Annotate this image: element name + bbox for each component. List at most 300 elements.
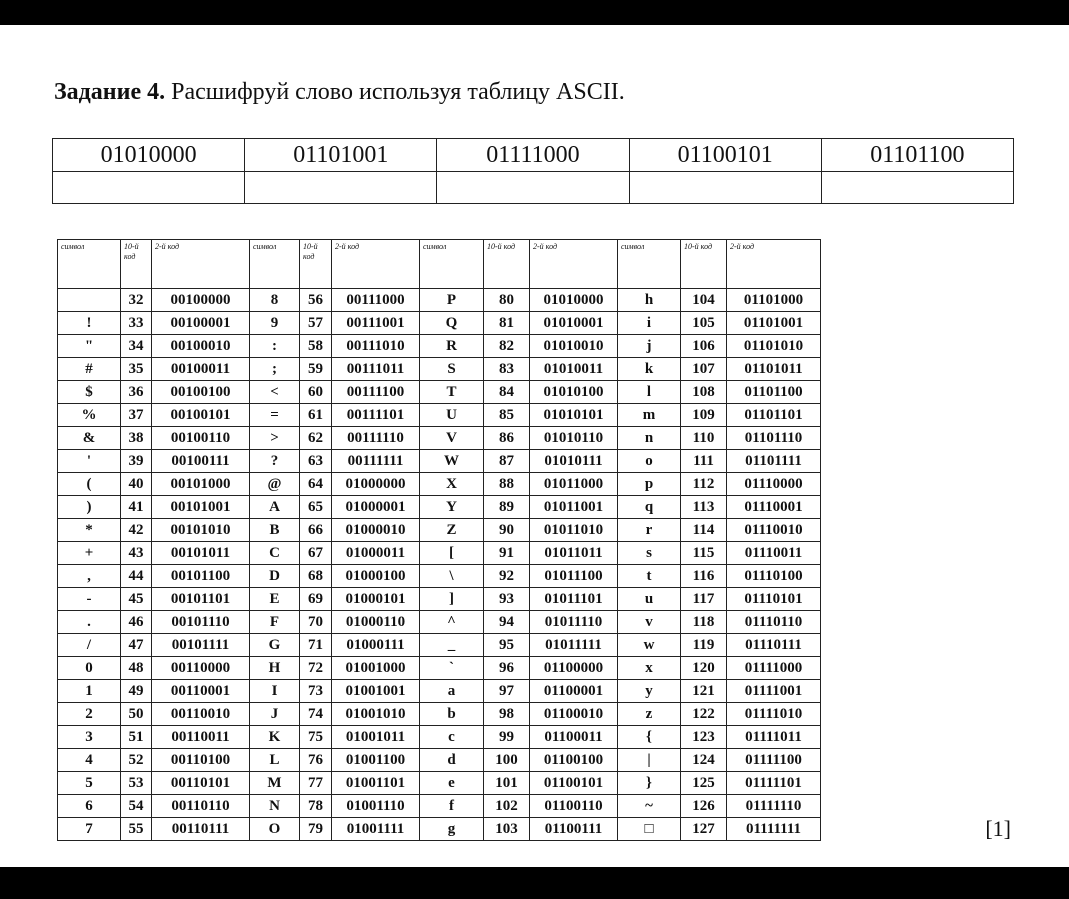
ascii-binary: 01011000 (530, 473, 618, 496)
decimal-code-header: 10-й код (300, 240, 332, 289)
ascii-symbol: , (58, 565, 121, 588)
ascii-symbol: - (58, 588, 121, 611)
ascii-symbol: & (58, 427, 121, 450)
ascii-decimal: 78 (300, 795, 332, 818)
ascii-binary: 01111011 (727, 726, 821, 749)
ascii-decimal: 45 (121, 588, 152, 611)
ascii-decimal: 64 (300, 473, 332, 496)
ascii-decimal: 86 (484, 427, 530, 450)
ascii-binary: 01001000 (332, 657, 420, 680)
ascii-decimal: 108 (681, 381, 727, 404)
ascii-binary: 00100010 (152, 335, 250, 358)
ascii-symbol: ] (420, 588, 484, 611)
ascii-binary: 00110001 (152, 680, 250, 703)
ascii-symbol: q (618, 496, 681, 519)
ascii-binary: 01010100 (530, 381, 618, 404)
ascii-symbol: J (250, 703, 300, 726)
ascii-decimal: 111 (681, 450, 727, 473)
table-row (58, 657, 821, 680)
ascii-symbol: u (618, 588, 681, 611)
ascii-symbol: + (58, 542, 121, 565)
binary-code-header: 2-й код (332, 240, 420, 289)
ascii-symbol: O (250, 818, 300, 841)
ascii-binary: 00110011 (152, 726, 250, 749)
ascii-decimal: 42 (121, 519, 152, 542)
ascii-decimal: 43 (121, 542, 152, 565)
ascii-binary: 00110100 (152, 749, 250, 772)
ascii-symbol: l (618, 381, 681, 404)
ascii-decimal: 87 (484, 450, 530, 473)
ascii-decimal: 63 (300, 450, 332, 473)
ascii-decimal: 112 (681, 473, 727, 496)
ascii-binary: 01100001 (530, 680, 618, 703)
ascii-binary: 00101111 (152, 634, 250, 657)
ascii-symbol: _ (420, 634, 484, 657)
ascii-symbol: □ (618, 818, 681, 841)
ascii-binary: 00111010 (332, 335, 420, 358)
ascii-decimal: 91 (484, 542, 530, 565)
ascii-binary: 01010001 (530, 312, 618, 335)
ascii-symbol: 0 (58, 657, 121, 680)
binary-codes-row (53, 139, 1014, 172)
binary-code-cell: 01111000 (437, 139, 629, 172)
ascii-decimal: 80 (484, 289, 530, 312)
answer-row (53, 172, 1014, 204)
answer-cell[interactable] (629, 172, 821, 204)
ascii-symbol: S (420, 358, 484, 381)
ascii-binary: 01111001 (727, 680, 821, 703)
ascii-binary: 00100101 (152, 404, 250, 427)
ascii-symbol: 9 (250, 312, 300, 335)
ascii-symbol: 6 (58, 795, 121, 818)
symbol-header: символ (250, 240, 300, 289)
ascii-binary: 00111001 (332, 312, 420, 335)
ascii-binary: 01110001 (727, 496, 821, 519)
binary-word-table (52, 138, 1014, 204)
ascii-decimal: 113 (681, 496, 727, 519)
ascii-symbol: m (618, 404, 681, 427)
decimal-code-header: 10-й код (484, 240, 530, 289)
ascii-symbol: % (58, 404, 121, 427)
ascii-binary: 01111110 (727, 795, 821, 818)
ascii-symbol: b (420, 703, 484, 726)
ascii-symbol: ) (58, 496, 121, 519)
ascii-symbol: p (618, 473, 681, 496)
ascii-decimal: 36 (121, 381, 152, 404)
ascii-binary: 01000100 (332, 565, 420, 588)
ascii-binary: 01110111 (727, 634, 821, 657)
task-label: Задание 4. (54, 79, 166, 105)
decimal-code-header: 10-й код (121, 240, 152, 289)
ascii-decimal: 73 (300, 680, 332, 703)
ascii-decimal: 90 (484, 519, 530, 542)
ascii-symbol: 1 (58, 680, 121, 703)
ascii-symbol: C (250, 542, 300, 565)
ascii-symbol: \ (420, 565, 484, 588)
ascii-symbol: y (618, 680, 681, 703)
ascii-symbol: E (250, 588, 300, 611)
ascii-symbol: w (618, 634, 681, 657)
ascii-symbol: n (618, 427, 681, 450)
task-text: Расшифруй слово используя таблицу ASCII. (165, 79, 625, 105)
ascii-decimal: 99 (484, 726, 530, 749)
ascii-binary: 01110101 (727, 588, 821, 611)
ascii-symbol: r (618, 519, 681, 542)
ascii-decimal: 75 (300, 726, 332, 749)
ascii-symbol: Q (420, 312, 484, 335)
ascii-binary: 01111100 (727, 749, 821, 772)
ascii-decimal: 55 (121, 818, 152, 841)
ascii-decimal: 124 (681, 749, 727, 772)
ascii-binary: 01011011 (530, 542, 618, 565)
ascii-symbol: i (618, 312, 681, 335)
ascii-decimal: 59 (300, 358, 332, 381)
ascii-binary: 01101000 (727, 289, 821, 312)
ascii-binary: 00101011 (152, 542, 250, 565)
ascii-binary: 01100111 (530, 818, 618, 841)
ascii-binary: 01110011 (727, 542, 821, 565)
ascii-symbol: . (58, 611, 121, 634)
ascii-binary: 00101110 (152, 611, 250, 634)
table-row (58, 427, 821, 450)
ascii-decimal: 92 (484, 565, 530, 588)
ascii-decimal: 115 (681, 542, 727, 565)
ascii-decimal: 35 (121, 358, 152, 381)
table-row (58, 450, 821, 473)
symbol-header: символ (420, 240, 484, 289)
ascii-symbol: 8 (250, 289, 300, 312)
ascii-symbol: < (250, 381, 300, 404)
table-row (58, 358, 821, 381)
ascii-symbol: 2 (58, 703, 121, 726)
ascii-binary: 01010101 (530, 404, 618, 427)
ascii-symbol: / (58, 634, 121, 657)
ascii-binary: 01111101 (727, 772, 821, 795)
ascii-binary: 01001111 (332, 818, 420, 841)
ascii-decimal: 74 (300, 703, 332, 726)
ascii-binary: 00111110 (332, 427, 420, 450)
ascii-symbol: > (250, 427, 300, 450)
ascii-symbol: U (420, 404, 484, 427)
ascii-binary: 01100010 (530, 703, 618, 726)
ascii-symbol: k (618, 358, 681, 381)
ascii-binary: 01100011 (530, 726, 618, 749)
ascii-decimal: 60 (300, 381, 332, 404)
ascii-symbol: ~ (618, 795, 681, 818)
ascii-decimal: 81 (484, 312, 530, 335)
ascii-symbol: = (250, 404, 300, 427)
ascii-binary: 01111010 (727, 703, 821, 726)
ascii-binary: 01000000 (332, 473, 420, 496)
ascii-binary: 01001001 (332, 680, 420, 703)
ascii-decimal: 125 (681, 772, 727, 795)
ascii-decimal: 76 (300, 749, 332, 772)
ascii-binary: 01101010 (727, 335, 821, 358)
ascii-decimal: 97 (484, 680, 530, 703)
ascii-decimal: 103 (484, 818, 530, 841)
ascii-binary: 01110000 (727, 473, 821, 496)
table-row (58, 588, 821, 611)
ascii-binary: 00110110 (152, 795, 250, 818)
ascii-decimal: 120 (681, 657, 727, 680)
ascii-symbol: j (618, 335, 681, 358)
ascii-symbol: I (250, 680, 300, 703)
ascii-binary: 01001100 (332, 749, 420, 772)
ascii-binary: 01010000 (530, 289, 618, 312)
ascii-symbol: " (58, 335, 121, 358)
ascii-symbol: e (420, 772, 484, 795)
ascii-decimal: 79 (300, 818, 332, 841)
ascii-decimal: 54 (121, 795, 152, 818)
ascii-binary: 00111100 (332, 381, 420, 404)
ascii-symbol: ; (250, 358, 300, 381)
ascii-binary: 00100011 (152, 358, 250, 381)
ascii-binary: 00100001 (152, 312, 250, 335)
ascii-symbol: d (420, 749, 484, 772)
ascii-decimal: 39 (121, 450, 152, 473)
ascii-decimal: 110 (681, 427, 727, 450)
ascii-binary: 01011100 (530, 565, 618, 588)
ascii-symbol: V (420, 427, 484, 450)
ascii-symbol: v (618, 611, 681, 634)
ascii-binary: 00100000 (152, 289, 250, 312)
ascii-symbol: L (250, 749, 300, 772)
ascii-binary: 00111000 (332, 289, 420, 312)
ascii-decimal: 93 (484, 588, 530, 611)
ascii-decimal: 38 (121, 427, 152, 450)
ascii-decimal: 127 (681, 818, 727, 841)
ascii-decimal: 121 (681, 680, 727, 703)
worksheet-page (0, 25, 1069, 867)
ascii-symbol: 5 (58, 772, 121, 795)
binary-code-cell: 01010000 (53, 139, 245, 172)
ascii-binary: 01010110 (530, 427, 618, 450)
ascii-symbol: : (250, 335, 300, 358)
ascii-decimal: 77 (300, 772, 332, 795)
ascii-binary: 01000111 (332, 634, 420, 657)
ascii-symbol: z (618, 703, 681, 726)
ascii-decimal: 32 (121, 289, 152, 312)
table-row (58, 565, 821, 588)
ascii-decimal: 56 (300, 289, 332, 312)
ascii-decimal: 68 (300, 565, 332, 588)
ascii-binary: 00101010 (152, 519, 250, 542)
ascii-decimal: 52 (121, 749, 152, 772)
ascii-symbol: o (618, 450, 681, 473)
ascii-decimal: 37 (121, 404, 152, 427)
ascii-symbol: ` (420, 657, 484, 680)
ascii-decimal: 98 (484, 703, 530, 726)
ascii-decimal: 104 (681, 289, 727, 312)
ascii-decimal: 94 (484, 611, 530, 634)
ascii-binary: 01101011 (727, 358, 821, 381)
ascii-decimal: 47 (121, 634, 152, 657)
ascii-binary: 01011110 (530, 611, 618, 634)
ascii-symbol: t (618, 565, 681, 588)
ascii-decimal: 119 (681, 634, 727, 657)
ascii-decimal: 67 (300, 542, 332, 565)
ascii-binary: 01010011 (530, 358, 618, 381)
ascii-symbol: f (420, 795, 484, 818)
table-row (58, 542, 821, 565)
ascii-binary: 01001010 (332, 703, 420, 726)
decimal-code-header: 10-й код (681, 240, 727, 289)
ascii-symbol: x (618, 657, 681, 680)
ascii-binary: 00110010 (152, 703, 250, 726)
ascii-symbol: G (250, 634, 300, 657)
ascii-symbol: [ (420, 542, 484, 565)
ascii-decimal: 105 (681, 312, 727, 335)
ascii-decimal: 70 (300, 611, 332, 634)
ascii-decimal: 88 (484, 473, 530, 496)
binary-code-cell: 01101001 (245, 139, 437, 172)
ascii-binary: 01110100 (727, 565, 821, 588)
ascii-binary: 01010111 (530, 450, 618, 473)
ascii-binary: 01101101 (727, 404, 821, 427)
ascii-binary: 01111000 (727, 657, 821, 680)
ascii-binary: 00110111 (152, 818, 250, 841)
ascii-decimal: 48 (121, 657, 152, 680)
answer-cell[interactable] (53, 172, 245, 204)
ascii-decimal: 109 (681, 404, 727, 427)
ascii-binary: 01101111 (727, 450, 821, 473)
symbol-header: символ (618, 240, 681, 289)
answer-cell[interactable] (437, 172, 629, 204)
ascii-symbol: { (618, 726, 681, 749)
ascii-binary: 01000010 (332, 519, 420, 542)
binary-code-header: 2-й код (152, 240, 250, 289)
ascii-binary: 01011111 (530, 634, 618, 657)
ascii-binary: 00100110 (152, 427, 250, 450)
ascii-decimal: 46 (121, 611, 152, 634)
ascii-decimal: 34 (121, 335, 152, 358)
ascii-decimal: 102 (484, 795, 530, 818)
table-row (58, 289, 821, 312)
ascii-decimal: 118 (681, 611, 727, 634)
ascii-decimal: 51 (121, 726, 152, 749)
ascii-decimal: 123 (681, 726, 727, 749)
ascii-binary: 01001011 (332, 726, 420, 749)
table-row (58, 312, 821, 335)
table-row (58, 634, 821, 657)
ascii-decimal: 106 (681, 335, 727, 358)
ascii-decimal: 95 (484, 634, 530, 657)
ascii-binary: 01000110 (332, 611, 420, 634)
ascii-decimal: 44 (121, 565, 152, 588)
ascii-symbol: M (250, 772, 300, 795)
ascii-decimal: 33 (121, 312, 152, 335)
ascii-symbol (58, 289, 121, 312)
ascii-symbol: ! (58, 312, 121, 335)
ascii-decimal: 96 (484, 657, 530, 680)
ascii-symbol: Z (420, 519, 484, 542)
ascii-binary: 01100110 (530, 795, 618, 818)
ascii-binary: 01011101 (530, 588, 618, 611)
ascii-binary: 01011010 (530, 519, 618, 542)
ascii-symbol: H (250, 657, 300, 680)
ascii-binary: 01001110 (332, 795, 420, 818)
ascii-symbol: h (618, 289, 681, 312)
ascii-symbol: } (618, 772, 681, 795)
ascii-decimal: 69 (300, 588, 332, 611)
ascii-symbol: P (420, 289, 484, 312)
ascii-symbol: | (618, 749, 681, 772)
ascii-binary: 01100100 (530, 749, 618, 772)
table-row (58, 772, 821, 795)
ascii-decimal: 61 (300, 404, 332, 427)
binary-code-cell: 01101100 (821, 139, 1013, 172)
ascii-symbol: s (618, 542, 681, 565)
ascii-symbol: 4 (58, 749, 121, 772)
ascii-decimal: 85 (484, 404, 530, 427)
ascii-symbol: W (420, 450, 484, 473)
ascii-binary: 00101100 (152, 565, 250, 588)
ascii-decimal: 62 (300, 427, 332, 450)
ascii-symbol: F (250, 611, 300, 634)
ascii-binary: 01101110 (727, 427, 821, 450)
ascii-binary: 01000011 (332, 542, 420, 565)
answer-cell[interactable] (821, 172, 1013, 204)
binary-code-cell: 01100101 (629, 139, 821, 172)
ascii-binary: 01100101 (530, 772, 618, 795)
table-row (58, 335, 821, 358)
ascii-decimal: 66 (300, 519, 332, 542)
table-row (58, 680, 821, 703)
ascii-binary: 00101001 (152, 496, 250, 519)
ascii-decimal: 116 (681, 565, 727, 588)
ascii-binary: 00110101 (152, 772, 250, 795)
ascii-binary: 01110110 (727, 611, 821, 634)
ascii-decimal: 58 (300, 335, 332, 358)
ascii-decimal: 83 (484, 358, 530, 381)
ascii-symbol: D (250, 565, 300, 588)
ascii-symbol: K (250, 726, 300, 749)
ascii-symbol: 7 (58, 818, 121, 841)
ascii-decimal: 122 (681, 703, 727, 726)
table-row (58, 726, 821, 749)
ascii-binary: 00111011 (332, 358, 420, 381)
ascii-binary: 01111111 (727, 818, 821, 841)
ascii-decimal: 114 (681, 519, 727, 542)
ascii-symbol: # (58, 358, 121, 381)
ascii-binary: 00101000 (152, 473, 250, 496)
table-row (58, 611, 821, 634)
table-row (58, 519, 821, 542)
ascii-decimal: 101 (484, 772, 530, 795)
ascii-symbol: X (420, 473, 484, 496)
table-row (58, 473, 821, 496)
ascii-decimal: 82 (484, 335, 530, 358)
binary-code-header: 2-й код (727, 240, 821, 289)
ascii-binary: 00111111 (332, 450, 420, 473)
ascii-symbol: ? (250, 450, 300, 473)
ascii-decimal: 107 (681, 358, 727, 381)
ascii-symbol: * (58, 519, 121, 542)
ascii-binary: 00111101 (332, 404, 420, 427)
answer-cell[interactable] (245, 172, 437, 204)
binary-code-header: 2-й код (530, 240, 618, 289)
symbol-header: символ (58, 240, 121, 289)
ascii-binary: 01110010 (727, 519, 821, 542)
ascii-symbol: ( (58, 473, 121, 496)
ascii-symbol: R (420, 335, 484, 358)
ascii-decimal: 40 (121, 473, 152, 496)
ascii-binary: 01000101 (332, 588, 420, 611)
ascii-symbol: Y (420, 496, 484, 519)
table-row (58, 818, 821, 841)
ascii-binary: 01101001 (727, 312, 821, 335)
ascii-symbol: N (250, 795, 300, 818)
